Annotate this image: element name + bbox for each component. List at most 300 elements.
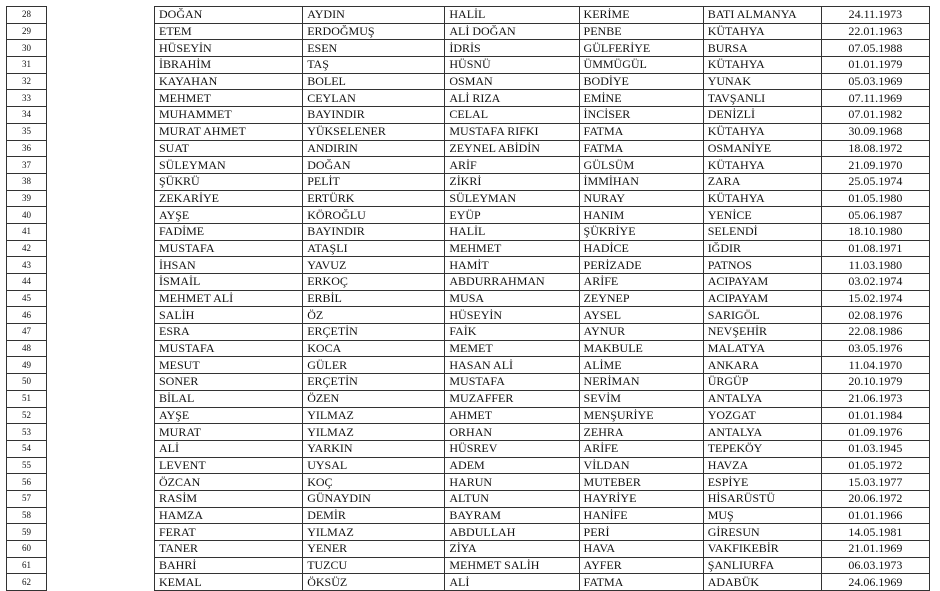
birthplace-cell: VAKFIKEBİR [703,541,821,558]
mother-name-cell: GÜLSÜM [579,157,703,174]
birthplace-cell: ANKARA [703,357,821,374]
first-name-cell: RASİM [155,490,303,507]
row-number-cell: 33 [7,90,47,107]
surname-cell: ERÇETİN [303,324,445,341]
mother-name-cell: HADİCE [579,240,703,257]
birthplace-cell: TAVŞANLI [703,90,821,107]
surname-cell: YÜKSELENER [303,123,445,140]
table-row [155,574,930,591]
first-name-cell: MURAT AHMET [155,123,303,140]
row-number-row [7,474,47,491]
mother-name-cell: MUTEBER [579,474,703,491]
father-name-cell: MEHMET [445,240,579,257]
row-number-cell: 55 [7,457,47,474]
table-row [155,424,930,441]
birthplace-cell: ADABÜK [703,574,821,591]
row-number-cell: 59 [7,524,47,541]
row-number-cell: 61 [7,557,47,574]
father-name-cell: CELAL [445,107,579,124]
father-name-cell: ABDURRAHMAN [445,274,579,291]
birthplace-cell: ZARA [703,173,821,190]
row-number-row [7,507,47,524]
father-name-cell: MEHMET SALİH [445,557,579,574]
birthplace-cell: YUNAK [703,73,821,90]
surname-cell: AYDIN [303,7,445,24]
mother-name-cell: MENŞURİYE [579,407,703,424]
row-number-row [7,524,47,541]
mother-name-cell: KERİME [579,7,703,24]
row-number-cell: 52 [7,407,47,424]
birthdate-cell: 21.01.1969 [821,541,929,558]
first-name-cell: MEHMET ALİ [155,290,303,307]
mother-name-cell: İNCİSER [579,107,703,124]
table-row [155,357,930,374]
first-name-cell: ALİ [155,440,303,457]
first-name-cell: AYŞE [155,407,303,424]
row-number-row [7,107,47,124]
row-number-row [7,307,47,324]
father-name-cell: ABDULLAH [445,524,579,541]
row-number-cell: 50 [7,374,47,391]
birthplace-cell: KÜTAHYA [703,23,821,40]
first-name-cell: FADİME [155,223,303,240]
surname-cell: ÖKSÜZ [303,574,445,591]
table-row [155,90,930,107]
first-name-cell: ŞÜKRÜ [155,173,303,190]
surname-cell: KOÇ [303,474,445,491]
row-number-cell: 46 [7,307,47,324]
birthdate-cell: 01.01.1966 [821,507,929,524]
table-row [155,507,930,524]
father-name-cell: ADEM [445,457,579,474]
birthdate-cell: 07.05.1988 [821,40,929,57]
row-number-cell: 39 [7,190,47,207]
birthplace-cell: YENİCE [703,207,821,224]
mother-name-cell: BODİYE [579,73,703,90]
first-name-cell: SONER [155,374,303,391]
birthplace-cell: BATI ALMANYA [703,7,821,24]
birthdate-cell: 15.03.1977 [821,474,929,491]
row-number-row [7,324,47,341]
birthdate-cell: 22.08.1986 [821,324,929,341]
table-row [155,157,930,174]
first-name-cell: HÜSEYİN [155,40,303,57]
mother-name-cell: FATMA [579,574,703,591]
table-row [155,541,930,558]
surname-cell: ERKOÇ [303,274,445,291]
first-name-cell: SALİH [155,307,303,324]
first-name-cell: KEMAL [155,574,303,591]
birthdate-cell: 20.10.1979 [821,374,929,391]
birthplace-cell: KÜTAHYA [703,123,821,140]
surname-cell: YAVUZ [303,257,445,274]
table-row [155,374,930,391]
row-number-row [7,7,47,24]
birthplace-cell: ESPİYE [703,474,821,491]
birthdate-cell: 18.10.1980 [821,223,929,240]
birthplace-cell: HAVZA [703,457,821,474]
birthplace-cell: BURSA [703,40,821,57]
table-row [155,557,930,574]
mother-name-cell: ARİFE [579,274,703,291]
birthdate-cell: 11.03.1980 [821,257,929,274]
row-number-cell: 36 [7,140,47,157]
surname-cell: PELİT [303,173,445,190]
row-number-row [7,207,47,224]
table-row [155,23,930,40]
row-number-row [7,424,47,441]
father-name-cell: MEMET [445,340,579,357]
birthplace-cell: TEPEKÖY [703,440,821,457]
table-row [155,324,930,341]
birthdate-cell: 25.05.1974 [821,173,929,190]
row-number-row [7,290,47,307]
first-name-cell: TANER [155,541,303,558]
mother-name-cell: AYSEL [579,307,703,324]
table-row [155,223,930,240]
surname-cell: ATAŞLI [303,240,445,257]
first-name-cell: MESUT [155,357,303,374]
row-number-column [6,6,47,591]
birthplace-cell: KÜTAHYA [703,57,821,74]
surname-cell: UYSAL [303,457,445,474]
father-name-cell: ORHAN [445,424,579,441]
row-number-cell: 37 [7,157,47,174]
father-name-cell: ALİ [445,574,579,591]
row-number-row [7,190,47,207]
birthdate-cell: 05.06.1987 [821,207,929,224]
first-name-cell: MEHMET [155,90,303,107]
mother-name-cell: HANIM [579,207,703,224]
row-number-row [7,57,47,74]
father-name-cell: MUSA [445,290,579,307]
row-number-row [7,157,47,174]
mother-name-cell: ARİFE [579,440,703,457]
row-number-cell: 35 [7,123,47,140]
surname-cell: GÜLER [303,357,445,374]
row-number-row [7,123,47,140]
birthplace-cell: GİRESUN [703,524,821,541]
birthplace-cell: KÜTAHYA [703,190,821,207]
first-name-cell: MUSTAFA [155,240,303,257]
birthdate-cell: 07.01.1982 [821,107,929,124]
birthdate-cell: 14.05.1981 [821,524,929,541]
first-name-cell: ZEKARİYE [155,190,303,207]
father-name-cell: MUZAFFER [445,390,579,407]
father-name-cell: SÜLEYMAN [445,190,579,207]
surname-cell: GÜNAYDIN [303,490,445,507]
birthdate-cell: 01.01.1984 [821,407,929,424]
surname-cell: KOCA [303,340,445,357]
surname-cell: BAYINDIR [303,223,445,240]
surname-cell: YILMAZ [303,524,445,541]
father-name-cell: HÜSNÜ [445,57,579,74]
birthdate-cell: 22.01.1963 [821,23,929,40]
surname-cell: ÖZ [303,307,445,324]
surname-cell: YILMAZ [303,424,445,441]
surname-cell: ERBİL [303,290,445,307]
row-number-cell: 40 [7,207,47,224]
mother-name-cell: NURAY [579,190,703,207]
birthplace-cell: ŞANLIURFA [703,557,821,574]
first-name-cell: MUHAMMET [155,107,303,124]
birthdate-cell: 01.03.1945 [821,440,929,457]
mother-name-cell: İMMİHAN [579,173,703,190]
row-number-cell: 49 [7,357,47,374]
row-number-row [7,357,47,374]
row-number-row [7,90,47,107]
first-name-cell: FERAT [155,524,303,541]
surname-cell: TAŞ [303,57,445,74]
mother-name-cell: FATMA [579,140,703,157]
father-name-cell: MUSTAFA RIFKI [445,123,579,140]
birthdate-cell: 07.11.1969 [821,90,929,107]
father-name-cell: HALİL [445,223,579,240]
row-number-row [7,374,47,391]
birthdate-cell: 15.02.1974 [821,290,929,307]
father-name-cell: ALTUN [445,490,579,507]
first-name-cell: MUSTAFA [155,340,303,357]
table-row [155,107,930,124]
first-name-cell: MURAT [155,424,303,441]
row-number-row [7,140,47,157]
first-name-cell: DOĞAN [155,7,303,24]
father-name-cell: OSMAN [445,73,579,90]
mother-name-cell: AYFER [579,557,703,574]
father-name-cell: HÜSREV [445,440,579,457]
mother-name-cell: HANİFE [579,507,703,524]
father-name-cell: HARUN [445,474,579,491]
row-number-row [7,274,47,291]
row-number-row [7,574,47,591]
row-number-cell: 58 [7,507,47,524]
row-number-row [7,73,47,90]
first-name-cell: ÖZCAN [155,474,303,491]
row-number-cell: 45 [7,290,47,307]
mother-name-cell: EMİNE [579,90,703,107]
surname-cell: DEMİR [303,507,445,524]
row-number-row [7,557,47,574]
row-number-cell: 41 [7,223,47,240]
mother-name-cell: HAVA [579,541,703,558]
birthdate-cell: 24.11.1973 [821,7,929,24]
mother-name-cell: PERİ [579,524,703,541]
mother-name-cell: AYNUR [579,324,703,341]
birthplace-cell: SARIGÖL [703,307,821,324]
mother-name-cell: ZEYNEP [579,290,703,307]
birthplace-cell: ANTALYA [703,424,821,441]
table-row [155,140,930,157]
mother-name-cell: PERİZADE [579,257,703,274]
row-number-row [7,173,47,190]
birthplace-cell: OSMANİYE [703,140,821,157]
birthdate-cell: 24.06.1969 [821,574,929,591]
birthdate-cell: 21.06.1973 [821,390,929,407]
father-name-cell: ARİF [445,157,579,174]
table-row [155,73,930,90]
row-number-cell: 32 [7,73,47,90]
first-name-cell: ESRA [155,324,303,341]
father-name-cell: EYÜP [445,207,579,224]
surname-cell: ERÇETİN [303,374,445,391]
mother-name-cell: ALİME [579,357,703,374]
row-number-row [7,40,47,57]
birthdate-cell: 11.04.1970 [821,357,929,374]
father-name-cell: HAMİT [445,257,579,274]
first-name-cell: İHSAN [155,257,303,274]
surname-cell: YENER [303,541,445,558]
row-number-row [7,541,47,558]
row-number-row [7,490,47,507]
father-name-cell: ALİ DOĞAN [445,23,579,40]
father-name-cell: ALİ RIZA [445,90,579,107]
first-name-cell: HAMZA [155,507,303,524]
first-name-cell: KAYAHAN [155,73,303,90]
table-row [155,524,930,541]
table-row [155,123,930,140]
table-row [155,173,930,190]
birthplace-cell: KÜTAHYA [703,157,821,174]
father-name-cell: İDRİS [445,40,579,57]
row-number-row [7,223,47,240]
birthdate-cell: 03.02.1974 [821,274,929,291]
father-name-cell: ZİKRİ [445,173,579,190]
birthdate-cell: 30.09.1968 [821,123,929,140]
row-number-row [7,440,47,457]
father-name-cell: FAİK [445,324,579,341]
table-row [155,340,930,357]
birthdate-cell: 21.09.1970 [821,157,929,174]
mother-name-cell: SEVİM [579,390,703,407]
father-name-cell: HÜSEYİN [445,307,579,324]
row-number-cell: 30 [7,40,47,57]
records-table [154,6,930,591]
surname-cell: TUZCU [303,557,445,574]
table-row [155,457,930,474]
table-row [155,207,930,224]
table-row [155,257,930,274]
birthdate-cell: 01.09.1976 [821,424,929,441]
mother-name-cell: ÜMMÜGÜL [579,57,703,74]
row-number-row [7,407,47,424]
table-row [155,490,930,507]
row-number-row [7,257,47,274]
surname-cell: DOĞAN [303,157,445,174]
birthplace-cell: ÜRGÜP [703,374,821,391]
surname-cell: BOLEL [303,73,445,90]
row-number-row [7,240,47,257]
surname-cell: YILMAZ [303,407,445,424]
surname-cell: YARKIN [303,440,445,457]
row-number-row [7,457,47,474]
surname-cell: CEYLAN [303,90,445,107]
father-name-cell: BAYRAM [445,507,579,524]
row-number-cell: 38 [7,173,47,190]
row-number-cell: 54 [7,440,47,457]
surname-cell: ÖZEN [303,390,445,407]
birthplace-cell: IĞDIR [703,240,821,257]
surname-cell: ERDOĞMUŞ [303,23,445,40]
birthdate-cell: 01.05.1980 [821,190,929,207]
table-row [155,274,930,291]
surname-cell: KÖROĞLU [303,207,445,224]
row-number-cell: 56 [7,474,47,491]
father-name-cell: ZEYNEL ABİDİN [445,140,579,157]
mother-name-cell: ZEHRA [579,424,703,441]
father-name-cell: HALİL [445,7,579,24]
first-name-cell: İBRAHİM [155,57,303,74]
birthplace-cell: MALATYA [703,340,821,357]
row-number-row [7,340,47,357]
table-row [155,407,930,424]
row-number-cell: 31 [7,57,47,74]
table-row [155,474,930,491]
mother-name-cell: VİLDAN [579,457,703,474]
birthdate-cell: 02.08.1976 [821,307,929,324]
father-name-cell: ZİYA [445,541,579,558]
mother-name-cell: NERİMAN [579,374,703,391]
mother-name-cell: FATMA [579,123,703,140]
birthdate-cell: 20.06.1972 [821,490,929,507]
row-number-row [7,23,47,40]
row-number-cell: 42 [7,240,47,257]
birthplace-cell: HİSARÜSTÜ [703,490,821,507]
table-row [155,440,930,457]
father-name-cell: HASAN ALİ [445,357,579,374]
table-row [155,240,930,257]
birthdate-cell: 03.05.1976 [821,340,929,357]
first-name-cell: LEVENT [155,457,303,474]
first-name-cell: ETEM [155,23,303,40]
first-name-cell: BAHRİ [155,557,303,574]
row-number-cell: 51 [7,390,47,407]
birthplace-cell: YOZGAT [703,407,821,424]
birthplace-cell: NEVŞEHİR [703,324,821,341]
row-number-cell: 48 [7,340,47,357]
row-number-cell: 60 [7,541,47,558]
surname-cell: ANDIRIN [303,140,445,157]
table-row [155,390,930,407]
row-number-cell: 57 [7,490,47,507]
mother-name-cell: PENBE [579,23,703,40]
first-name-cell: SÜLEYMAN [155,157,303,174]
birthplace-cell: ANTALYA [703,390,821,407]
birthdate-cell: 01.01.1979 [821,57,929,74]
row-number-cell: 43 [7,257,47,274]
birthplace-cell: ACIPAYAM [703,274,821,291]
birthplace-cell: SELENDİ [703,223,821,240]
first-name-cell: BİLAL [155,390,303,407]
birthplace-cell: MUŞ [703,507,821,524]
first-name-cell: İSMAİL [155,274,303,291]
first-name-cell: AYŞE [155,207,303,224]
row-number-cell: 53 [7,424,47,441]
table-row [155,7,930,24]
table-row [155,190,930,207]
first-name-cell: SUAT [155,140,303,157]
father-name-cell: AHMET [445,407,579,424]
row-number-cell: 28 [7,7,47,24]
row-number-cell: 47 [7,324,47,341]
birthdate-cell: 01.05.1972 [821,457,929,474]
birthplace-cell: PATNOS [703,257,821,274]
birthplace-cell: DENİZLİ [703,107,821,124]
mother-name-cell: GÜLFERİYE [579,40,703,57]
mother-name-cell: ŞÜKRİYE [579,223,703,240]
surname-cell: ERTÜRK [303,190,445,207]
birthdate-cell: 06.03.1973 [821,557,929,574]
row-number-cell: 44 [7,274,47,291]
